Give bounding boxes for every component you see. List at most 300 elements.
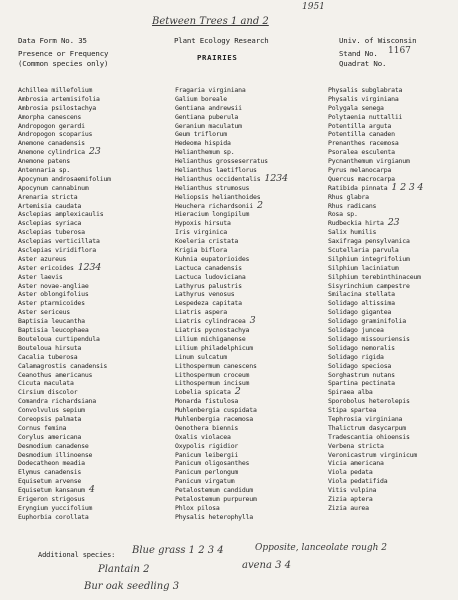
species-name: Geranium maculatum <box>175 121 242 130</box>
species-name: Hieracium longipilum <box>175 210 250 219</box>
species-row <box>18 362 111 371</box>
species-row <box>18 113 111 122</box>
species-row <box>18 451 111 460</box>
species-row <box>175 228 288 237</box>
additional-plantain: Plantain 2 <box>98 564 150 575</box>
species-name: Aster ericoides <box>18 263 74 272</box>
species-name: Salix humilis <box>328 228 377 237</box>
species-row <box>175 219 288 228</box>
species-row <box>18 406 111 415</box>
species-name: Aster sericeus <box>18 308 70 317</box>
species-name: Aster oblongifolius <box>18 290 89 299</box>
species-name: Lespedeza capitata <box>175 299 242 308</box>
frequency-mark: 2 <box>234 386 241 398</box>
species-name: Asclepias viridiflora <box>18 246 96 255</box>
species-row <box>175 442 288 451</box>
frequency-mark: 2 <box>256 199 263 211</box>
species-name: Sorghastrum nutans <box>328 370 395 379</box>
species-row <box>328 504 423 513</box>
species-name: Physalis subglabrata <box>328 86 403 94</box>
species-name: Desmodium illinoense <box>18 450 93 459</box>
species-row <box>175 86 288 95</box>
species-name: Elymus canadensis <box>18 468 82 477</box>
species-name: Oenothera biennis <box>175 423 239 432</box>
species-row <box>328 282 423 291</box>
species-name: Lithospermum canescens <box>175 361 257 370</box>
species-name: Sisyrinchium campestre <box>328 281 410 290</box>
species-name: Spartina pectinata <box>328 379 395 388</box>
species-row <box>18 86 111 95</box>
species-name: Ratibida pinnata <box>328 183 388 192</box>
species-name: Lathyrus venosus <box>175 290 235 299</box>
frequency-mark: 1 2 3 4 <box>391 181 424 193</box>
species-row <box>328 299 423 308</box>
species-name: Asclepias tuberosa <box>18 228 85 237</box>
species-row <box>328 273 423 282</box>
species-name: Desmodium canadense <box>18 441 89 450</box>
species-name: Solidago nemoralis <box>328 343 395 352</box>
species-row <box>18 486 111 495</box>
species-row <box>328 122 423 131</box>
species-row <box>18 193 111 202</box>
species-name: Psoralea esculenta <box>328 148 395 157</box>
frequency-mark: 4 <box>88 484 95 496</box>
species-name: Andropogon scoparius <box>18 130 93 139</box>
species-row <box>175 451 288 460</box>
species-row <box>328 193 423 202</box>
species-row <box>175 237 288 246</box>
species-row <box>18 261 111 273</box>
species-row <box>328 371 423 380</box>
species-name: Potentilla canaden <box>328 130 395 139</box>
species-row <box>175 282 288 291</box>
species-name: Kuhnia eupatorioides <box>175 254 250 263</box>
species-name: Solidago missouriensis <box>328 334 410 343</box>
species-row <box>18 219 111 228</box>
species-name: Quercus macrocarpa <box>328 174 395 183</box>
species-name: Viola pedata <box>328 468 373 477</box>
data-form-number: Data Form No. 35 <box>18 36 87 45</box>
species-row <box>328 148 423 157</box>
species-name: Rosa sp. <box>328 210 358 219</box>
species-row <box>328 113 423 122</box>
species-row <box>18 353 111 362</box>
species-name: Panicum leibergii <box>175 450 239 459</box>
species-name: Phlox pilosa <box>175 503 220 512</box>
species-name: Hypoxis hirsuta <box>175 219 231 228</box>
species-name: Equisetum kansanum <box>18 486 85 495</box>
species-name: Polytaenia nuttallii <box>328 112 403 121</box>
species-name: Erigeron strigosus <box>18 494 85 503</box>
species-name: Apocynum cannabinum <box>18 183 89 192</box>
species-row <box>328 308 423 317</box>
species-column-2 <box>175 86 288 522</box>
species-name: Solidago juncea <box>328 326 384 335</box>
presence-sublabel: (Common species only) <box>18 59 109 68</box>
species-row <box>328 344 423 353</box>
species-row <box>175 486 288 495</box>
species-name: Hedeoma hispida <box>175 139 231 148</box>
species-name: Rudbeckia hirta <box>328 219 384 228</box>
species-row <box>328 166 423 175</box>
species-row <box>18 415 111 424</box>
species-row <box>328 237 423 246</box>
species-row <box>328 451 423 460</box>
species-name: Aster azureus <box>18 254 67 263</box>
species-name: Anemone canadensis <box>18 139 85 148</box>
species-row <box>175 459 288 468</box>
species-name: Monarda fistulosa <box>175 397 239 406</box>
species-row <box>18 388 111 397</box>
species-row <box>175 468 288 477</box>
species-name: Andropogon gerardi <box>18 121 85 130</box>
species-row <box>18 495 111 504</box>
species-row <box>328 477 423 486</box>
frequency-mark: 3 <box>249 315 256 327</box>
species-name: Baptisia leucophaea <box>18 326 89 335</box>
species-name: Amorpha canescens <box>18 112 82 121</box>
species-name: Fragaria virginiana <box>175 86 246 94</box>
species-row <box>328 495 423 504</box>
frequency-mark: 1234 <box>264 172 288 184</box>
species-row <box>175 95 288 104</box>
species-row <box>175 172 288 184</box>
species-name: Cicuta maculata <box>18 379 74 388</box>
species-name: Sporobolus heterolepis <box>328 397 410 406</box>
species-name: Tradescantia ohioensis <box>328 432 410 441</box>
species-name: Apocynum androsaemifolium <box>18 174 111 183</box>
species-row <box>18 175 111 184</box>
species-name: Pyrus melanocarpa <box>328 166 392 175</box>
species-row <box>328 433 423 442</box>
species-row <box>18 290 111 299</box>
species-name: Muhlenbergia racemosa <box>175 414 253 423</box>
species-name: Gentiana andrewsii <box>175 103 242 112</box>
species-name: Helianthemum sp. <box>175 148 235 157</box>
species-name: Anemone cylindrica <box>18 148 85 157</box>
species-name: Baptisia leucantha <box>18 317 85 326</box>
species-row <box>18 424 111 433</box>
species-row <box>18 166 111 175</box>
additional-bur-oak: Bur oak seedling 3 <box>84 581 180 592</box>
species-row <box>328 157 423 166</box>
species-row <box>18 459 111 468</box>
species-row <box>18 122 111 131</box>
species-name: Panicum virgatum <box>175 477 235 486</box>
species-row <box>18 379 111 388</box>
species-name: Ambrosia psilostachya <box>18 103 96 112</box>
species-row <box>328 326 423 335</box>
species-name: Veronicastrum virginicum <box>328 450 418 459</box>
species-column-3 <box>328 86 423 513</box>
species-name: Petalostemum purpureum <box>175 494 257 503</box>
species-row <box>175 113 288 122</box>
species-name: Anemone patens <box>18 157 70 166</box>
frequency-mark: 1234 <box>77 261 102 273</box>
species-name: Helianthus grosseserratus <box>175 157 268 166</box>
species-row <box>328 290 423 299</box>
species-row <box>328 397 423 406</box>
species-name: Dodecatheon meadia <box>18 459 85 468</box>
species-row <box>175 157 288 166</box>
species-row <box>18 282 111 291</box>
species-row <box>175 362 288 371</box>
species-name: Lactuca ludoviciana <box>175 272 246 281</box>
species-row <box>175 317 288 326</box>
species-row <box>175 299 288 308</box>
species-row <box>18 397 111 406</box>
species-name: Ambrosia artemisifolia <box>18 94 100 103</box>
species-row <box>175 406 288 415</box>
species-name: Asclepias verticillata <box>18 237 100 246</box>
species-name: Lactuca canadensis <box>175 263 242 272</box>
species-name: Silphium terebinthinaceum <box>328 272 421 281</box>
species-row <box>175 326 288 335</box>
species-name: Physalis virginiana <box>328 94 399 103</box>
species-row <box>328 246 423 255</box>
species-name: Corylus americana <box>18 432 82 441</box>
species-name: Arenaria stricta <box>18 192 78 201</box>
species-row <box>328 353 423 362</box>
species-name: Cirsium discolor <box>18 388 78 397</box>
species-row <box>328 104 423 113</box>
species-row <box>175 210 288 219</box>
species-name: Solidago gigantea <box>328 308 392 317</box>
species-name: Oxypolis rigidior <box>175 441 239 450</box>
species-row <box>18 148 111 157</box>
species-row <box>18 104 111 113</box>
species-name: Galium boreale <box>175 94 227 103</box>
species-row <box>175 477 288 486</box>
species-name: Bouteloua curtipendula <box>18 334 100 343</box>
species-name: Zizia aurea <box>328 503 369 512</box>
species-row <box>175 424 288 433</box>
species-name: Aster ptarmicoides <box>18 299 85 308</box>
species-name: Liatris pycnostachya <box>175 326 250 335</box>
species-row <box>328 415 423 424</box>
species-name: Pycnanthemum virgianum <box>328 157 410 166</box>
species-row <box>175 513 288 522</box>
species-row <box>18 468 111 477</box>
species-name: Helianthus occidentalis <box>175 174 261 183</box>
species-row <box>328 362 423 371</box>
species-name: Linum sulcatum <box>175 352 227 361</box>
species-row <box>175 184 288 193</box>
species-row <box>328 335 423 344</box>
species-name: Physalis heterophylla <box>175 512 253 521</box>
species-name: Viola pedatifida <box>328 477 388 486</box>
species-name: Polygala senega <box>328 103 384 112</box>
species-name: Equisetum arvense <box>18 477 82 486</box>
species-row <box>175 193 288 202</box>
species-name: Zizia aptera <box>328 494 373 503</box>
species-name: Liatris cylindracea <box>175 317 246 326</box>
species-name: Saxifraga pensylvanica <box>328 237 410 246</box>
prairies-heading: PRAIRIES <box>197 53 238 62</box>
species-name: Bouteloua hirsuta <box>18 343 82 352</box>
species-row <box>328 442 423 451</box>
species-row <box>18 130 111 139</box>
frequency-mark: 23 <box>387 217 400 229</box>
species-row <box>18 228 111 237</box>
species-name: Spiraea alba <box>328 388 373 397</box>
species-name: Smilacina stellata <box>328 290 395 299</box>
research-title: Plant Ecology Research <box>174 36 269 45</box>
species-name: Potentilla arguta <box>328 121 392 130</box>
species-row <box>18 273 111 282</box>
species-row <box>175 130 288 139</box>
species-row <box>328 317 423 326</box>
species-row <box>18 344 111 353</box>
species-row <box>175 199 288 211</box>
species-row <box>328 406 423 415</box>
species-row <box>175 335 288 344</box>
species-name: Rhus glabra <box>328 192 369 201</box>
species-name: Aster novae-angliae <box>18 281 89 290</box>
species-row <box>175 433 288 442</box>
species-row <box>18 202 111 211</box>
species-row <box>328 202 423 211</box>
species-name: Solidago speciosa <box>328 361 392 370</box>
species-row <box>328 86 423 95</box>
additional-opposite: Opposite, lanceolate rough 2 <box>255 543 388 553</box>
species-row <box>18 317 111 326</box>
species-row <box>18 504 111 513</box>
species-name: Oxalis violacea <box>175 432 231 441</box>
species-name: Gentiana puberula <box>175 112 239 121</box>
species-row <box>328 424 423 433</box>
species-name: Prenanthes racemosa <box>328 139 399 148</box>
species-row <box>18 477 111 486</box>
species-row <box>18 513 111 522</box>
additional-avena: avena 3 4 <box>242 560 292 571</box>
species-name: Lilium michiganense <box>175 334 246 343</box>
species-name: Calamagrostis canadensis <box>18 361 108 370</box>
species-row <box>175 379 288 388</box>
species-row <box>175 353 288 362</box>
species-row <box>328 388 423 397</box>
species-name: Helianthus laetiflorus <box>175 166 257 175</box>
species-row <box>175 104 288 113</box>
species-name: Euphorbia corollata <box>18 512 89 521</box>
species-row <box>328 379 423 388</box>
handwritten-year: 1951 <box>302 2 325 12</box>
species-row <box>328 219 423 228</box>
species-row <box>328 139 423 148</box>
species-row <box>175 246 288 255</box>
species-name: Koeleria cristata <box>175 237 239 246</box>
species-name: Silphium laciniatum <box>328 263 399 272</box>
species-row <box>175 308 288 317</box>
species-name: Lilium philadelphicum <box>175 343 253 352</box>
species-row <box>175 415 288 424</box>
species-name: Rhus radicans <box>328 201 377 210</box>
species-row <box>328 486 423 495</box>
species-row <box>328 459 423 468</box>
additional-species-label: Additional species: <box>38 551 116 559</box>
species-row <box>18 210 111 219</box>
species-row <box>18 433 111 442</box>
species-name: Eryngium yuccifolium <box>18 503 93 512</box>
species-column-1 <box>18 86 111 522</box>
species-name: Aster laevis <box>18 272 63 281</box>
species-name: Convolvulus sepium <box>18 406 85 415</box>
species-row <box>328 468 423 477</box>
species-name: Coreopsis palmata <box>18 414 82 423</box>
species-name: Heliopsis helianthoides <box>175 192 261 201</box>
species-row <box>18 308 111 317</box>
species-row <box>175 495 288 504</box>
additional-blue-grass: Blue grass 1 2 3 4 <box>132 545 224 556</box>
species-name: Iris virginica <box>175 228 227 237</box>
species-row <box>328 95 423 104</box>
species-name: Vitis vulpina <box>328 486 377 495</box>
species-name: Lathyrus palustris <box>175 281 242 290</box>
species-name: Comandra richardsiana <box>18 397 96 406</box>
species-name: Stipa spartea <box>328 406 377 415</box>
species-row <box>175 122 288 131</box>
species-name: Liatris aspera <box>175 308 227 317</box>
species-row <box>18 326 111 335</box>
species-name: Lobelia spicata <box>175 388 231 397</box>
species-row <box>175 344 288 353</box>
species-row <box>175 290 288 299</box>
species-name: Scutellaria parvula <box>328 246 399 255</box>
species-row <box>18 184 111 193</box>
species-name: Thalictrum dasycarpum <box>328 423 406 432</box>
species-row <box>175 504 288 513</box>
species-name: Panicum perlongum <box>175 468 239 477</box>
species-row <box>18 237 111 246</box>
species-row <box>175 264 288 273</box>
species-row <box>18 335 111 344</box>
species-name: Helianthus strumosus <box>175 183 250 192</box>
species-name: Asclepias syriaca <box>18 219 82 228</box>
species-name: Petalostemum candidum <box>175 486 253 495</box>
species-row <box>328 264 423 273</box>
species-name: Solidago graminifolia <box>328 317 406 326</box>
species-name: Tephrosia virginiana <box>328 414 403 423</box>
presence-label: Presence or Frequency <box>18 49 109 58</box>
species-row <box>175 388 288 397</box>
species-name: Achillea millefolium <box>18 86 93 94</box>
species-row <box>175 148 288 157</box>
species-name: Heuchera richardsonii <box>175 201 253 210</box>
species-name: Lithospermum croceum <box>175 370 250 379</box>
species-row <box>328 130 423 139</box>
stand-value: 1167 <box>388 46 411 56</box>
species-name: Lithospermum incisum <box>175 379 250 388</box>
species-row <box>18 371 111 380</box>
species-row <box>328 255 423 264</box>
species-name: Cornus femina <box>18 423 67 432</box>
species-row <box>175 397 288 406</box>
species-name: Silphium integrifolium <box>328 254 410 263</box>
species-row <box>18 299 111 308</box>
species-row <box>175 273 288 282</box>
species-name: Solidago rigida <box>328 352 384 361</box>
stand-label: Stand No. <box>339 49 378 58</box>
species-name: Solidago altissima <box>328 299 395 308</box>
species-row <box>175 139 288 148</box>
species-row <box>175 255 288 264</box>
species-row <box>18 157 111 166</box>
species-name: Antennaria sp. <box>18 166 70 175</box>
species-name: Verbena stricta <box>328 441 384 450</box>
species-name: Geum triflorum <box>175 130 227 139</box>
species-name: Asclepias amplexicaulis <box>18 210 104 219</box>
species-row <box>18 246 111 255</box>
